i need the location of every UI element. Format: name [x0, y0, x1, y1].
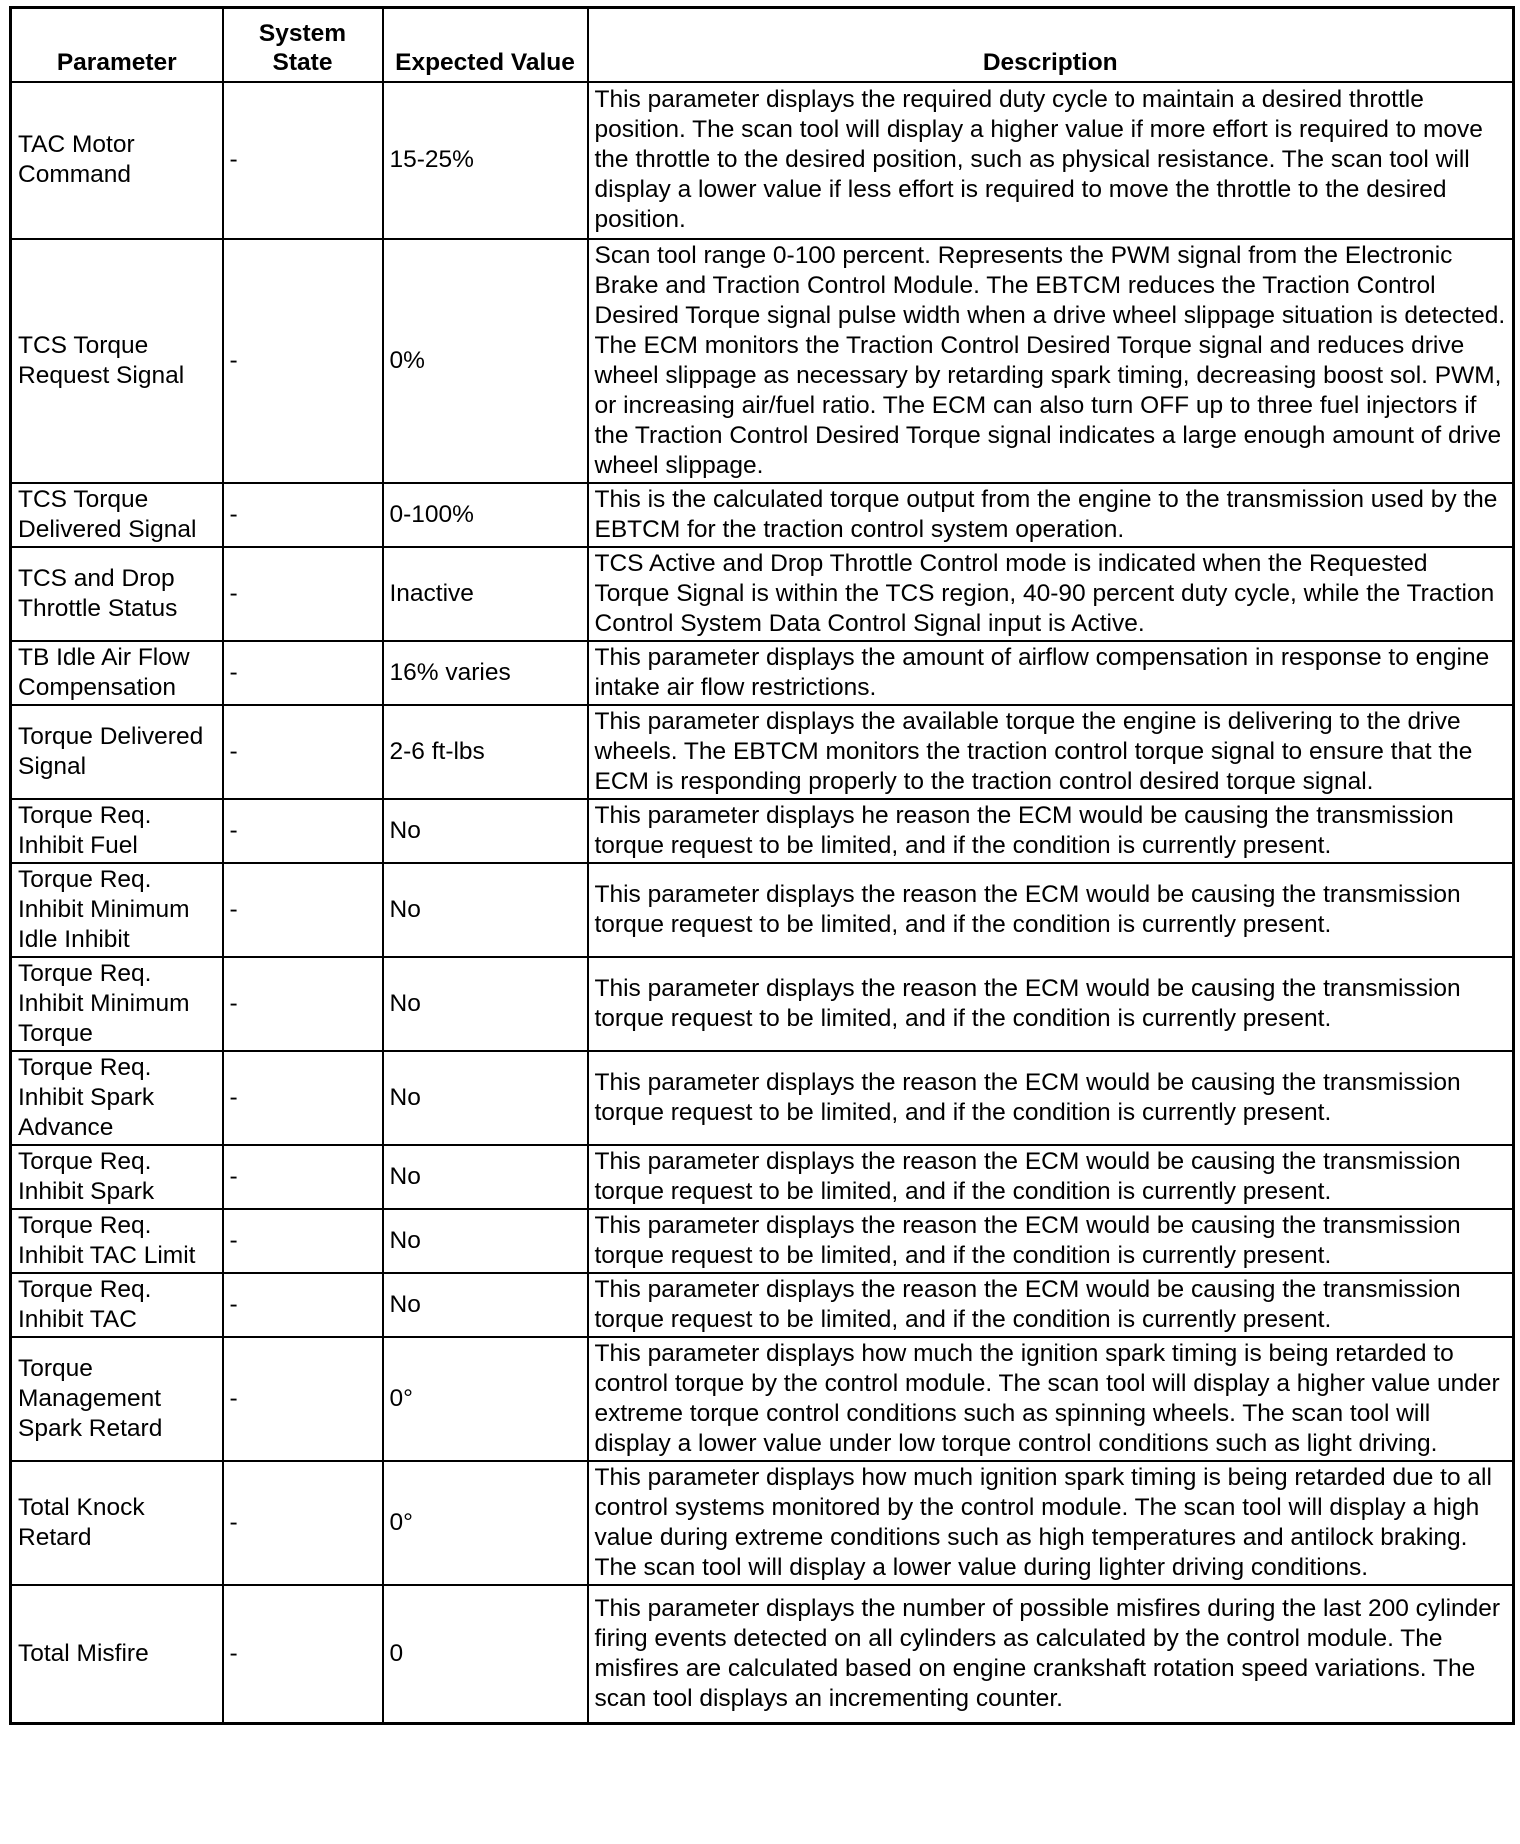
- cell-parameter: Torque Req. Inhibit TAC Limit: [11, 1209, 223, 1273]
- cell-system-state: -: [223, 1337, 383, 1461]
- cell-description: This parameter displays the required duty cycle to maintain a desired throttle position. The scan tool will display a higher value if more effort is required to move the throttle to the desired position, such as physical resistance. The scan tool will display a lower value if less effort is required to move the throttle to the desired position.: [588, 82, 1514, 239]
- cell-parameter: TAC Motor Command: [11, 82, 223, 239]
- cell-expected-value: 0: [383, 1585, 588, 1724]
- cell-system-state: -: [223, 547, 383, 641]
- table-row: [11, 1051, 1514, 1145]
- cell-parameter: Torque Req. Inhibit Spark: [11, 1145, 223, 1209]
- header-row: [11, 8, 1514, 82]
- cell-system-state: -: [223, 863, 383, 957]
- table-row: [11, 957, 1514, 1051]
- table-row: [11, 82, 1514, 239]
- cell-expected-value: No: [383, 1273, 588, 1337]
- table-row: [11, 483, 1514, 547]
- header-expected-value: Expected Value: [383, 8, 588, 82]
- cell-expected-value: 0°: [383, 1461, 588, 1585]
- table-row: [11, 705, 1514, 799]
- cell-system-state: -: [223, 239, 383, 483]
- cell-system-state: -: [223, 1209, 383, 1273]
- cell-description: This parameter displays the available torque the engine is delivering to the drive wheels. The EBTCM monitors the traction control torque signal to ensure that the ECM is responding properly to the traction control desired torque signal.: [588, 705, 1514, 799]
- cell-expected-value: No: [383, 863, 588, 957]
- cell-expected-value: 0°: [383, 1337, 588, 1461]
- cell-system-state: -: [223, 1051, 383, 1145]
- table-row: [11, 1209, 1514, 1273]
- cell-parameter: Torque Management Spark Retard: [11, 1337, 223, 1461]
- header-parameter: Parameter: [11, 8, 223, 82]
- table-row: [11, 1145, 1514, 1209]
- cell-description: This parameter displays the reason the ECM would be causing the transmission torque request to be limited, and if the condition is currently present.: [588, 1051, 1514, 1145]
- cell-system-state: -: [223, 1273, 383, 1337]
- cell-system-state: -: [223, 957, 383, 1051]
- cell-expected-value: Inactive: [383, 547, 588, 641]
- cell-description: Scan tool range 0-100 percent. Represents the PWM signal from the Electronic Brake and Traction Control Module. The EBTCM reduces the Traction Control Desired Torque signal pulse width when a drive wheel slippage situation is detected. The ECM monitors the Traction Control Desired Torque signal and reduces drive wheel slippage as necessary by retarding spark timing, decreasing boost sol. PWM, or increasing air/fuel ratio. The ECM can also turn OFF up to three fuel injectors if the Traction Control Desired Torque signal indicates a large enough amount of drive wheel slippage.: [588, 239, 1514, 483]
- cell-description: This parameter displays the number of possible misfires during the last 200 cylinder firing events detected on all cylinders as calculated by the control module. The misfires are calculated based on engine crankshaft rotation speed variations. The scan tool displays an incrementing counter.: [588, 1585, 1514, 1724]
- cell-expected-value: No: [383, 957, 588, 1051]
- table-row: [11, 1585, 1514, 1724]
- cell-expected-value: 0%: [383, 239, 588, 483]
- table-row: [11, 1337, 1514, 1461]
- table-row: [11, 1273, 1514, 1337]
- cell-parameter: TB Idle Air Flow Compensation: [11, 641, 223, 705]
- cell-expected-value: No: [383, 1209, 588, 1273]
- cell-parameter: TCS Torque Request Signal: [11, 239, 223, 483]
- cell-description: This is the calculated torque output from the engine to the transmission used by the EBTCM for the traction control system operation.: [588, 483, 1514, 547]
- cell-expected-value: 15-25%: [383, 82, 588, 239]
- cell-parameter: Torque Req. Inhibit TAC: [11, 1273, 223, 1337]
- cell-system-state: -: [223, 705, 383, 799]
- cell-description: This parameter displays how much ignition spark timing is being retarded due to all control systems monitored by the control module. The scan tool will display a high value during extreme conditions such as high temperatures and antilock braking. The scan tool will display a lower value during lighter driving conditions.: [588, 1461, 1514, 1585]
- cell-parameter: Torque Req. Inhibit Spark Advance: [11, 1051, 223, 1145]
- cell-expected-value: No: [383, 1145, 588, 1209]
- cell-system-state: -: [223, 1461, 383, 1585]
- cell-description: This parameter displays the reason the ECM would be causing the transmission torque request to be limited, and if the condition is currently present.: [588, 1145, 1514, 1209]
- cell-system-state: -: [223, 799, 383, 863]
- cell-description: This parameter displays the reason the ECM would be causing the transmission torque request to be limited, and if the condition is currently present.: [588, 1209, 1514, 1273]
- cell-system-state: -: [223, 82, 383, 239]
- cell-system-state: -: [223, 1585, 383, 1724]
- table-row: [11, 239, 1514, 483]
- cell-description: This parameter displays the reason the ECM would be causing the transmission torque request to be limited, and if the condition is currently present.: [588, 1273, 1514, 1337]
- cell-expected-value: 0-100%: [383, 483, 588, 547]
- cell-description: This parameter displays the amount of airflow compensation in response to engine intake air flow restrictions.: [588, 641, 1514, 705]
- cell-system-state: -: [223, 1145, 383, 1209]
- cell-parameter: Torque Req. Inhibit Minimum Idle Inhibit: [11, 863, 223, 957]
- cell-parameter: Torque Delivered Signal: [11, 705, 223, 799]
- cell-parameter: Torque Req. Inhibit Minimum Torque: [11, 957, 223, 1051]
- cell-parameter: Total Misfire: [11, 1585, 223, 1724]
- cell-expected-value: 16% varies: [383, 641, 588, 705]
- cell-parameter: TCS Torque Delivered Signal: [11, 483, 223, 547]
- cell-parameter: TCS and Drop Throttle Status: [11, 547, 223, 641]
- cell-description: TCS Active and Drop Throttle Control mode is indicated when the Requested Torque Signal is within the TCS region, 40-90 percent duty cycle, while the Traction Control System Data Control Signal input is Active.: [588, 547, 1514, 641]
- cell-description: This parameter displays the reason the ECM would be causing the transmission torque request to be limited, and if the condition is currently present.: [588, 863, 1514, 957]
- cell-description: This parameter displays he reason the ECM would be causing the transmission torque request to be limited, and if the condition is currently present.: [588, 799, 1514, 863]
- cell-expected-value: No: [383, 799, 588, 863]
- cell-system-state: -: [223, 641, 383, 705]
- header-description: Description: [588, 8, 1514, 82]
- table-row: [11, 799, 1514, 863]
- table-row: [11, 863, 1514, 957]
- cell-expected-value: 2-6 ft-lbs: [383, 705, 588, 799]
- table-row: [11, 641, 1514, 705]
- cell-description: This parameter displays the reason the ECM would be causing the transmission torque request to be limited, and if the condition is currently present.: [588, 957, 1514, 1051]
- table-row: [11, 1461, 1514, 1585]
- table-row: [11, 547, 1514, 641]
- cell-expected-value: No: [383, 1051, 588, 1145]
- cell-parameter: Total Knock Retard: [11, 1461, 223, 1585]
- cell-system-state: -: [223, 483, 383, 547]
- cell-description: This parameter displays how much the ignition spark timing is being retarded to control torque by the control module. The scan tool will display a higher value under extreme torque control conditions such as spinning wheels. The scan tool will display a lower value under low torque control conditions such as light driving.: [588, 1337, 1514, 1461]
- cell-parameter: Torque Req. Inhibit Fuel: [11, 799, 223, 863]
- header-system-state: System State: [223, 8, 383, 82]
- parameter-table: [9, 6, 1515, 1725]
